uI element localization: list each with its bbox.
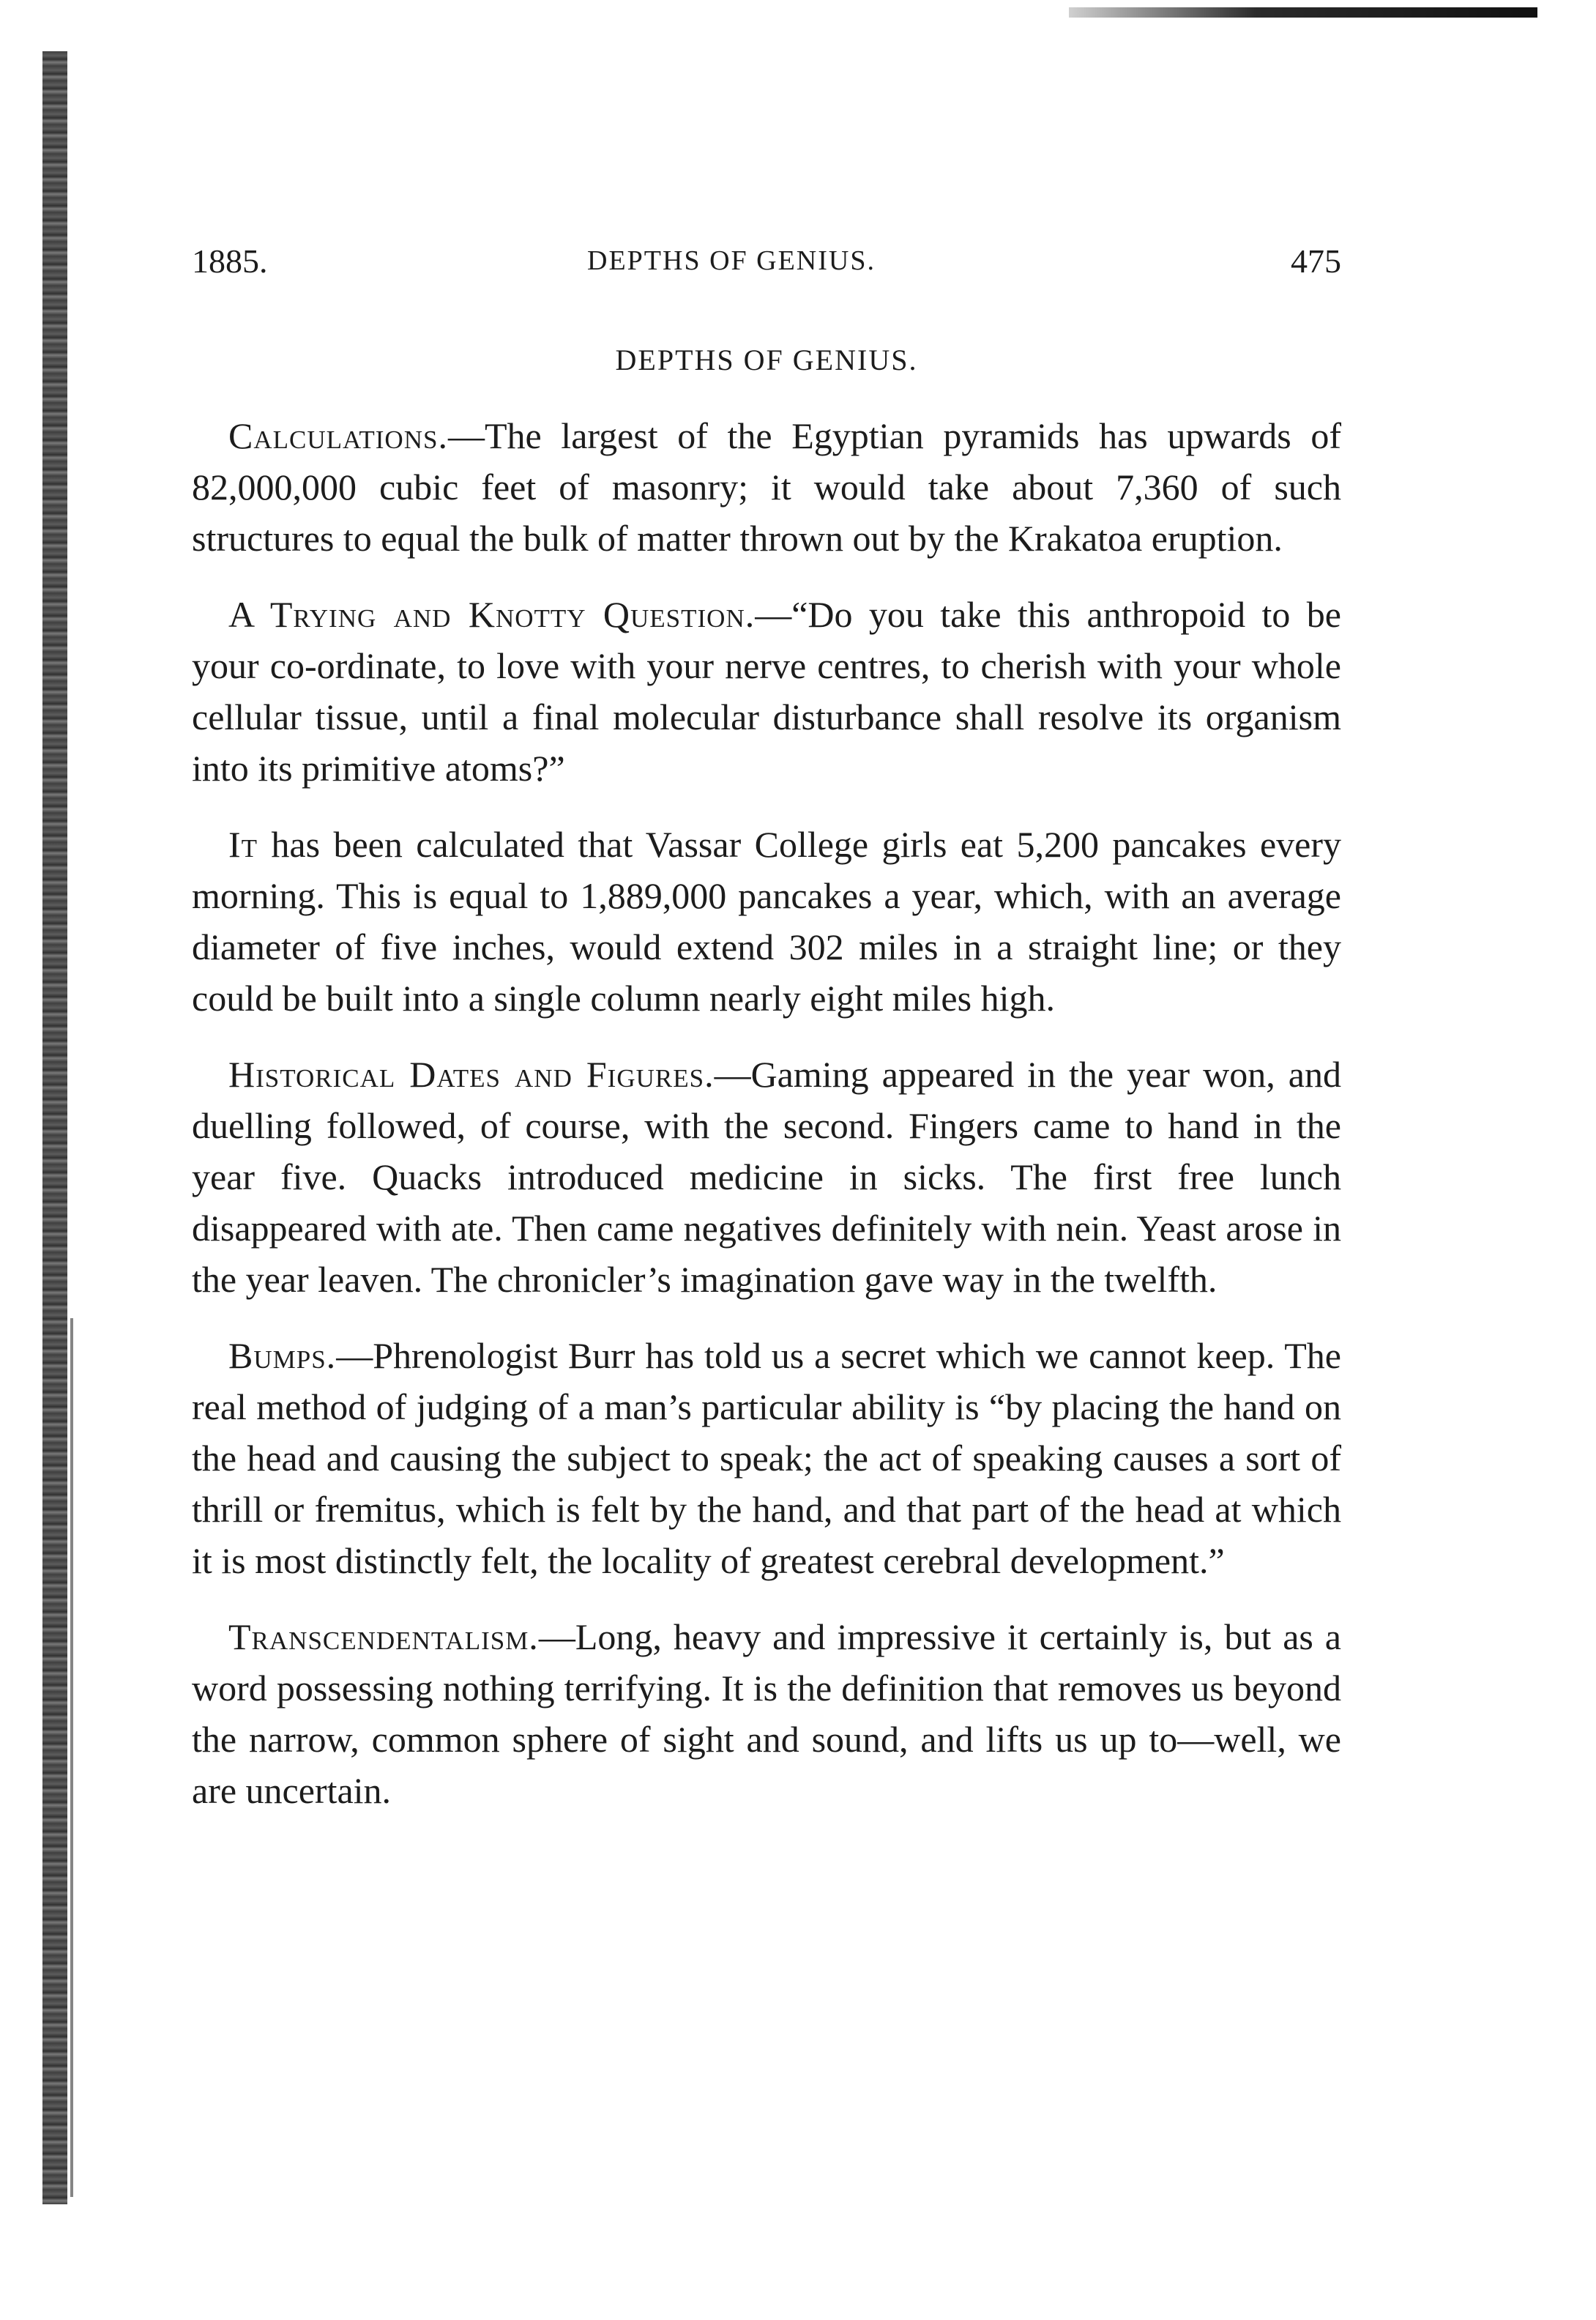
paragraph-lead: A Trying and Knotty Question. (228, 594, 756, 635)
paragraph-lead: Transcendentalism. (228, 1616, 539, 1657)
scan-artifact-top-rule (1069, 7, 1537, 18)
paragraph-lead: It (228, 824, 258, 865)
paragraph-lead: Bumps. (228, 1335, 337, 1376)
paragraph-text: —The largest of the Egyptian pyramids has upwards of 82,000,000 cubic feet of masonry; it would take about 7,360 of such structures to equal the bulk of matter thrown out by the Krakatoa eruption. (192, 415, 1341, 559)
paragraph-historical-dates (192, 1049, 1341, 1305)
paragraph-text: has been calculated that Vassar College girls eat 5,200 pancakes every morning. This is equal to 1,889,000 pancakes a year, which, with an average diameter of five inches, would extend 302 miles in a straight line; or they could be built into a single column nearly eight miles high. (192, 824, 1341, 1019)
paragraph-text: —Phrenologist Burr has told us a secret which we cannot keep. The real method of judging of a man’s particular ability is “by placing the hand on the head and causing the subject to speak; the act of speaking causes a sort of thrill or fremitus, which is felt by the hand, and that part of the head at which it is most distinctly felt, the locality of greatest cerebral development.” (192, 1335, 1341, 1581)
paragraph-text: —Gaming appeared in the year won, and duelling followed, of course, with the second. Fingers came to hand in the year five. Quacks introduced medicine in sicks. The first free lunch disappeared with ate. Then came negatives definitely with nein. Yeast arose in the year leaven. The chronicler’s imagination gave way in the twelfth. (192, 1054, 1341, 1300)
header-year: 1885. (192, 242, 268, 280)
page-number: 475 (1291, 242, 1341, 280)
paragraph-lead: Historical Dates and Figures. (228, 1054, 715, 1095)
paragraph-text: —Long, heavy and impressive it certainly is, but as a word possessing nothing terrifying. It is the definition that removes us beyond the narrow, common sphere of sight and sound, and lifts us up to—well, we are uncertain. (192, 1616, 1341, 1811)
paragraph-lead: Calculations. (228, 415, 448, 456)
paragraph-vassar-pancakes (192, 819, 1341, 1024)
header-running-title: DEPTHS OF GENIUS. (587, 245, 876, 276)
paragraph-transcendentalism (192, 1611, 1341, 1816)
paragraph-calculations (192, 410, 1341, 564)
paragraph-text: —“Do you take this anthropoid to be your co-ordinate, to love with your nerve centres, to cherish with your whole cellular tissue, until a final molecular disturbance shall resolve its organism into its primitive atoms?” (192, 594, 1341, 789)
running-header (192, 242, 1341, 286)
paragraph-bumps (192, 1330, 1341, 1586)
paragraph-trying-question (192, 589, 1341, 794)
scan-artifact-binding-edge (42, 51, 67, 2204)
article-body (192, 410, 1341, 1841)
scan-artifact-edge-line (70, 1318, 73, 2197)
article-title: DEPTHS OF GENIUS. (615, 343, 918, 376)
